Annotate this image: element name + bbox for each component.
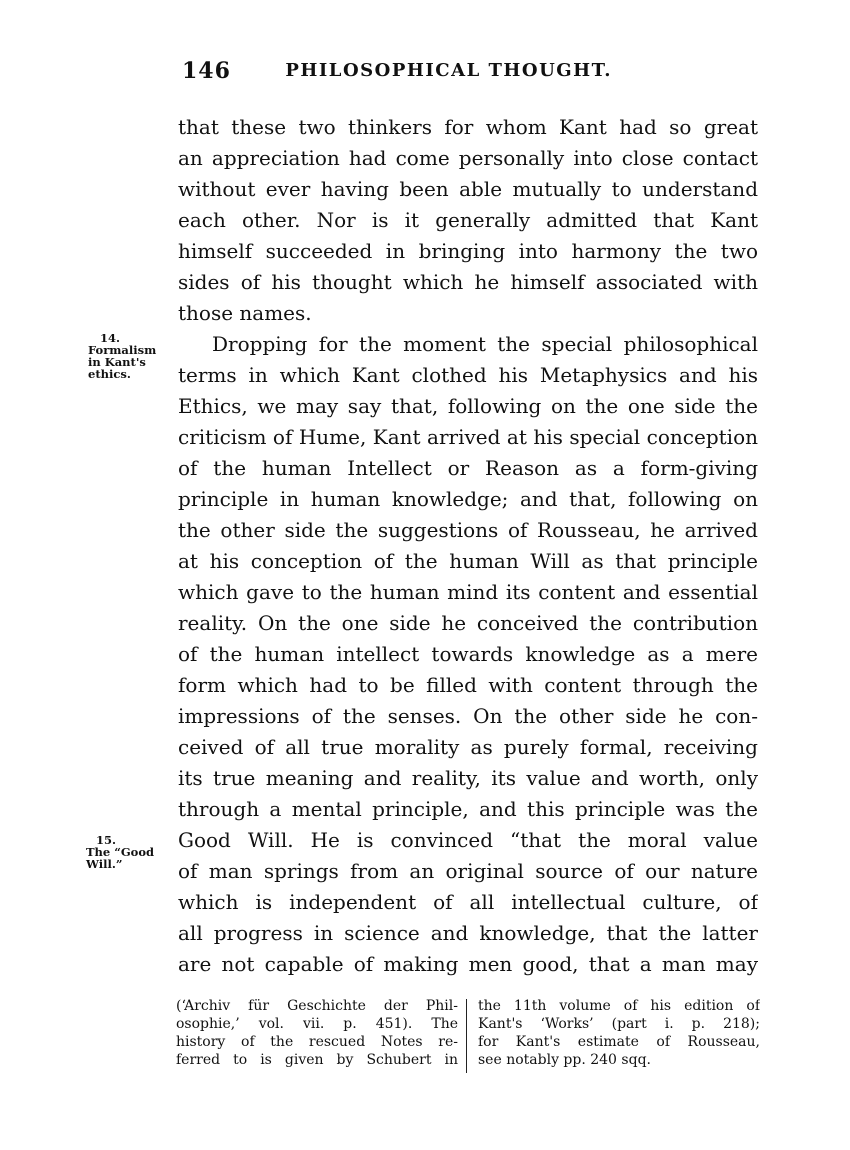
text-line: ceived of all true morality as purely formal, receiving [178, 735, 758, 759]
text-line: form which had to be filled with content through the [178, 673, 758, 697]
text-line: terms in which Kant clothed his Metaphysics and his [178, 363, 758, 387]
footnote-line: history of the rescued Notes re- [176, 1034, 458, 1050]
text-line: principle in human knowledge; and that, following on [178, 487, 758, 511]
sidenote-line: The “Good [86, 845, 155, 859]
text-line: reality. On the one side he conceived the contribution [178, 611, 758, 635]
footnote-line: osophie,’ vol. vii. p. 451). The [176, 1016, 458, 1032]
sidenote-line: Will.” [86, 857, 123, 871]
text-line: which is independent of all intellectual culture, of [178, 890, 758, 914]
sidenote-line: ethics. [88, 367, 131, 381]
footnote-line: see notably pp. 240 sqq. [478, 1052, 651, 1068]
text-line: its true meaning and reality, its value and worth, only [178, 766, 758, 790]
sidenote-number: 15. [95, 833, 116, 847]
text-line: of man springs from an original source of our nature [178, 859, 758, 883]
sidenote-good-will [86, 834, 168, 870]
footnote-column-right [478, 997, 760, 1069]
footnote-column-left [176, 997, 458, 1069]
text-line: without ever having been able mutually to understand [178, 177, 758, 201]
sidenote-line: Formalism [88, 343, 157, 357]
page-number: 146 [182, 58, 231, 84]
running-head: PHILOSOPHICAL THOUGHT. [285, 60, 612, 81]
page-header [182, 58, 612, 92]
text-line: Dropping for the moment the special philosophical [212, 332, 758, 356]
text-line: criticism of Hume, Kant arrived at his special conception [178, 425, 758, 449]
text-line: impressions of the senses. On the other side he con- [178, 704, 758, 728]
text-line: are not capable of making men good, that a man may [178, 952, 758, 976]
text-line: each other. Nor is it generally admitted that Kant [178, 208, 758, 232]
footnote-line: ferred to is given by Schubert in [176, 1052, 458, 1068]
footnote-line: the 11th volume of his edition of [478, 998, 760, 1014]
footnote-divider [466, 999, 467, 1073]
text-line: through a mental principle, and this principle was the [178, 797, 758, 821]
sidenote-formalism [88, 332, 168, 380]
body-text [178, 112, 758, 980]
footnote-line: Kant's ‘Works’ (part i. p. 218); [478, 1016, 760, 1032]
text-line: which gave to the human mind its content and essential [178, 580, 758, 604]
text-line: Good Will. He is convinced “that the moral value [178, 828, 758, 852]
text-line: that these two thinkers for whom Kant had so great [178, 115, 758, 139]
footnotes [176, 997, 760, 1077]
footnote-line: (‘Archiv für Geschichte der Phil- [176, 998, 458, 1014]
text-line: of the human Intellect or Reason as a form-giving [178, 456, 758, 480]
sidenote-number: 14. [99, 331, 120, 345]
sidenote-line: in Kant's [88, 355, 146, 369]
text-line: sides of his thought which he himself associated with [178, 270, 758, 294]
text-line: of the human intellect towards knowledge as a mere [178, 642, 758, 666]
text-line: himself succeeded in bringing into harmony the two [178, 239, 758, 263]
text-line: at his conception of the human Will as that principle [178, 549, 758, 573]
text-line: those names. [178, 301, 312, 325]
footnote-line: for Kant's estimate of Rousseau, [478, 1034, 760, 1050]
text-line: Ethics, we may say that, following on the one side the [178, 394, 758, 418]
text-line: the other side the suggestions of Rousseau, he arrived [178, 518, 758, 542]
text-line: an appreciation had come personally into close contact [178, 146, 758, 170]
text-line: all progress in science and knowledge, that the latter [178, 921, 758, 945]
